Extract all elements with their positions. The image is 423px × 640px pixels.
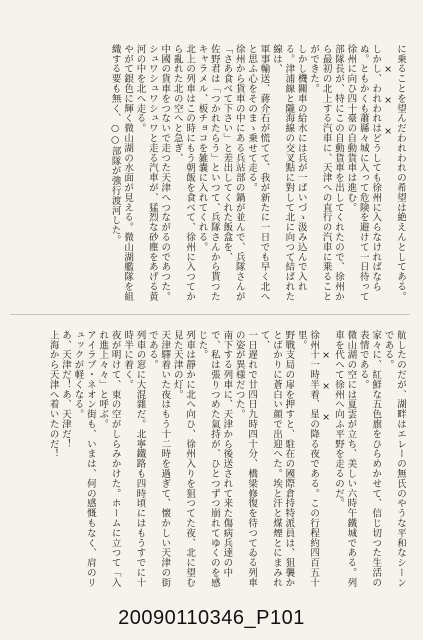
page-id-caption: 20090110346_P101 bbox=[118, 607, 305, 629]
section-divider bbox=[10, 314, 410, 315]
top-text-block: に乗ることを望んだわれわれの希望は絶えんとしてある。 × × × しかし、われわれはどうしても徐州に入らなければならぬ。ともかくも蕭縣々城に入って危険を避けて一日待って徐州に向ひ四十臺の自動貨車は進む。 部隊長が、特にこの自動貨車を出してくれたので、徐州から最初の北上する汽車に、天津への直行の汽車に乗ることができた。 しかし機關車の給水には兵が一ぱいづゝ汲み込んで入れる。津浦線と隴海線の交叉點に對して北に向つて結ばれた線は、 軍事輸送、蔣介石が慌てて、我が新たに一日でも早く北へと思ふ心をそのまゝ乗せて走る。 徐州から貨車の中にある兵站部の鍋が並んで、兵隊さんが「さあ食べて下さい」と差出してくれた飯盒を、 佐野君は「つかれたらう」といつて、兵隊さんから貰つたキャラメル、板チョコを雑嚢に入れてくれる。 北上の列車はこの時にもう朝飯を食べて、徐州に入つてから亂れた北の空へと急ぎ、 中國の貨車をつないで走つた天津へつながるのであつた。 シュワシュワシュワと走る汽車が、猛烈な砂塵をあげる黄河の中を北へ走る。 やがて銀色に輝く微山湖の水面が見える。微山湖艦隊を組織する要も無く、○○部隊が強行渡河した。 bbox=[109, 44, 406, 302]
bottom-text-block: 航したのだが、湖畔はエレーの無氏のやうな平和なシーンである。 家々に、紅鮮な五色旗をひらめかせて、信じ切つた生活の表情である。 微山湖の空には夏雲が立ち、美しい六時午鐵城である。列車を代へて徐州へ向ふ平野を走るのだ。 × × × 徐州十一時半着、星の降る夜である。この行程約四百五十里。 野戰支局の扉を押すと、駐在の國際倉持特派員は、狙襲かとばかりに蒼白い顔で出迎へた。埃と汗と煤煙とにまみれて、 一日遅れで廿四日九時四十分、橋梁修復を待つてゐる列車の姿が異様だつた。 南下する列車に、天津から後送されて来た傷病兵達の中で、私は張りつめた氣持が、ひとつずつ崩れてゆくのを感じた。 列車は靜かに北へ向ひ、徐州入りを狙つてた夜、北に望む見た天津の灯。 天津驛着いた夜はもう十二時を過ぎて、懐かしい天津の街である。 列車の窓に大混雜だ。北寧鐵路も四時頃にはもうすでに十時半に着く。 夜が明けて、東の空がしらみかけた。ホームに立つて「入れ進上々々」と呼ぶ。 アイラブ・ネオン街も、いまは、何の感慨もなく、肩のリュックが軽くなる。 あ、天津だ！あ、天津だ！ 上海から天津へ着いたのだ！ bbox=[47, 330, 406, 588]
